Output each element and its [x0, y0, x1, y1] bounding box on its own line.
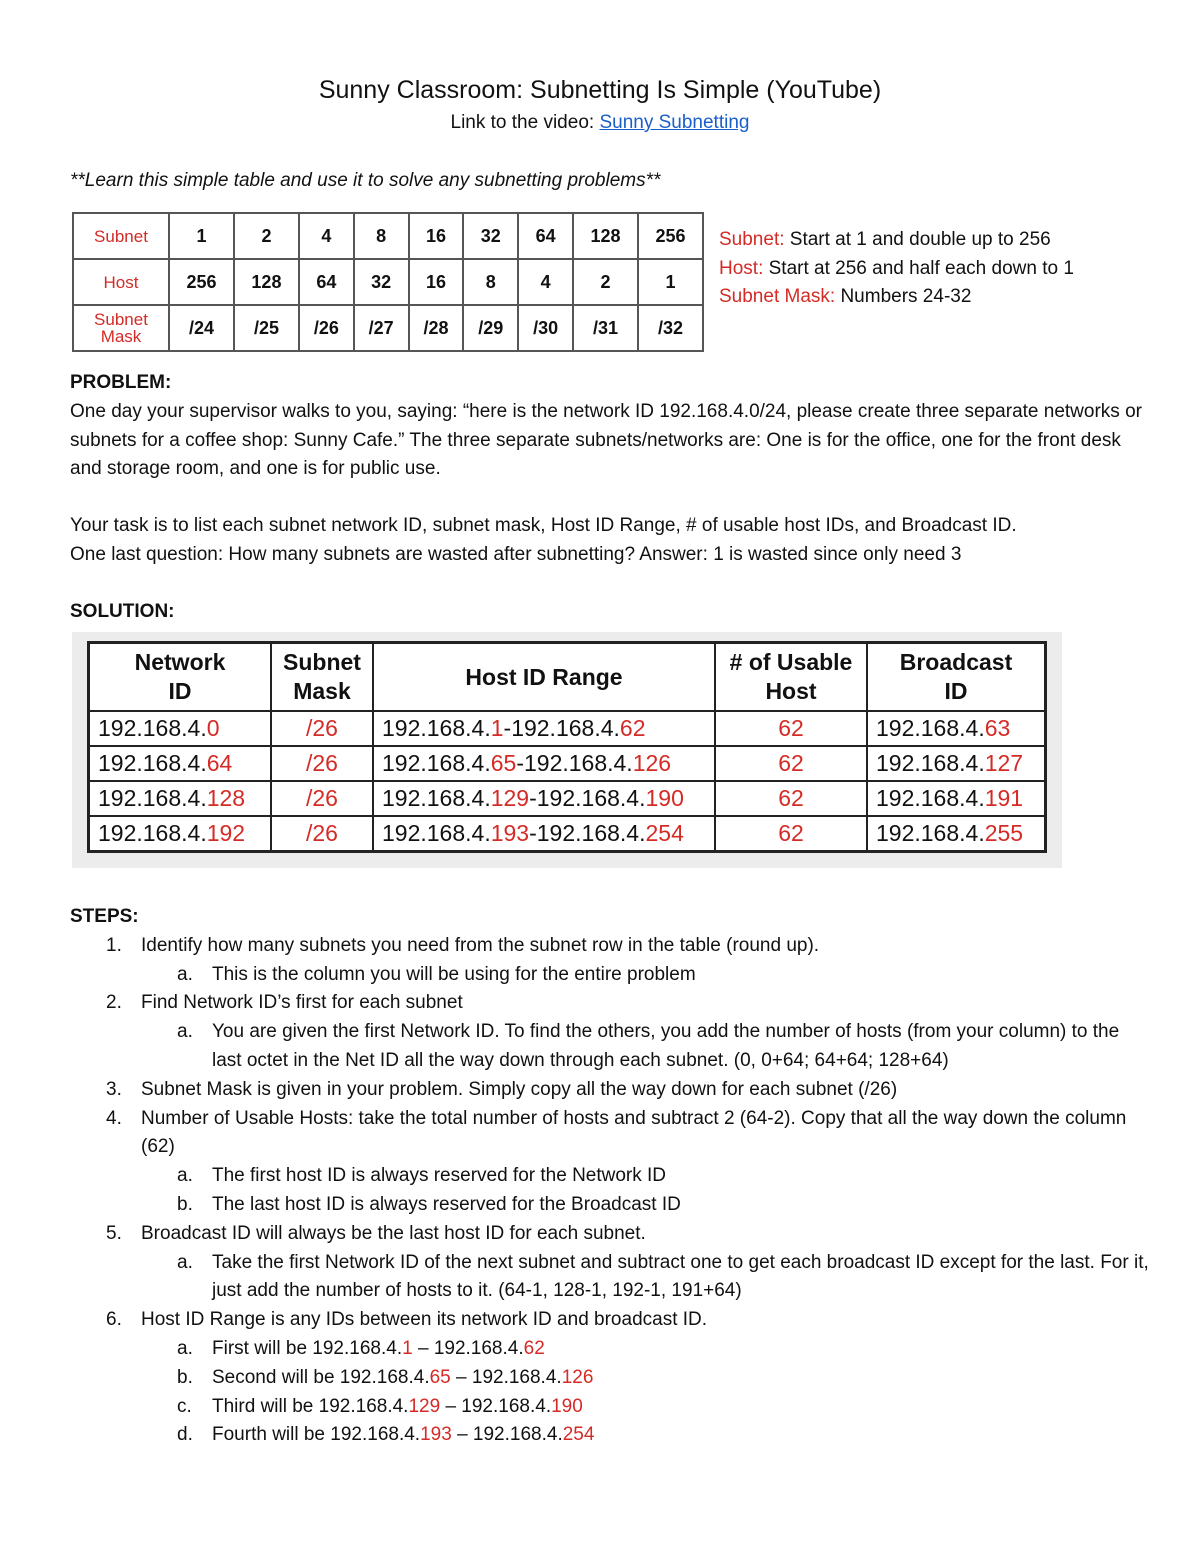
legend-text: Start at 256 and half each down to 1 — [763, 257, 1074, 279]
ip-prefix: 192.168.4. — [318, 1395, 409, 1417]
ip-octet: 192 — [206, 820, 246, 846]
header-text: Host — [765, 678, 817, 704]
ip-octet: 129 — [490, 785, 530, 811]
row-label-host: Host — [73, 259, 169, 305]
range-cell: 192.168.4.193-192.168.4.254 — [373, 816, 715, 852]
ip-prefix: 192.168.4. — [382, 715, 491, 741]
legend-label: Host: — [719, 257, 764, 279]
task-paragraph: Your task is to list each subnet network ID, subnet mask, Host ID Range, # of usable host IDs, and Broadcast ID. — [70, 515, 1017, 536]
ip-octet: 128 — [206, 785, 246, 811]
cell: 4 — [299, 213, 354, 259]
header-text: # of Usable — [729, 649, 853, 675]
table-row — [89, 781, 1046, 816]
ip-prefix: 192.168.4. — [876, 715, 985, 741]
cell: /29 — [463, 305, 518, 351]
step-text: Third will be — [212, 1395, 319, 1417]
legend-text: Numbers 24-32 — [835, 286, 972, 307]
ip-octet: 62 — [619, 715, 646, 741]
range-dash: – — [440, 1395, 462, 1417]
step-text: Host ID Range is any IDs between its network ID and broadcast ID. — [141, 1309, 708, 1331]
step-item: 4. Number of Usable Hosts: take the total number of hosts and subtract 2 (64-2). Copy that all the way down the column (62) — [106, 1107, 1127, 1158]
ip-prefix: 192.168.4. — [876, 785, 985, 811]
range-dash: – — [451, 1424, 473, 1446]
cell: 32 — [354, 259, 409, 305]
cell: 128 — [573, 213, 638, 259]
cell: 2 — [234, 213, 299, 259]
range-dash: – — [412, 1337, 434, 1359]
subnet-reference-table — [72, 212, 704, 352]
header-text: ID — [168, 678, 192, 704]
ip-prefix: 192.168.4. — [433, 1337, 524, 1359]
network-id-cell — [89, 816, 272, 852]
ip-octet: 1 — [402, 1337, 413, 1359]
usable-cell: 62 — [715, 816, 867, 852]
ip-prefix: 192.168.4. — [536, 820, 646, 846]
instruction-hint: **Learn this simple table and use it to solve any subnetting problems** — [70, 170, 661, 191]
ip-octet: 254 — [562, 1424, 595, 1446]
legend-item — [719, 255, 1074, 284]
legend-label: Subnet Mask: — [719, 286, 836, 307]
ip-octet: 193 — [420, 1424, 452, 1446]
ip-octet: 63 — [984, 715, 1011, 741]
header-text: ID — [944, 678, 968, 704]
ip-prefix: 192.168.4. — [382, 750, 491, 776]
ip-octet: 65 — [490, 750, 517, 776]
cell: /31 — [573, 305, 638, 351]
step-text: Second will be — [212, 1366, 340, 1388]
substep-item: a. First will be 192.168.4.1 – 192.168.4.62 — [177, 1337, 545, 1359]
ip-prefix: 192.168.4. — [339, 1366, 430, 1388]
mask-cell: /26 — [271, 746, 373, 781]
ip-octet: 62 — [523, 1337, 545, 1359]
legend-label: Subnet: — [719, 229, 785, 250]
substep-item: a. This is the column you will be using for the entire problem — [177, 963, 696, 985]
ip-prefix: 192.168.4. — [330, 1424, 421, 1446]
header-text: Subnet — [283, 649, 361, 675]
row-label-mask: Subnet Mask — [73, 305, 169, 351]
ip-prefix: 192.168.4. — [98, 820, 207, 846]
question-paragraph: One last question: How many subnets are wasted after subnetting? Answer: 1 is wasted since only need 3 — [70, 544, 962, 565]
problem-heading: PROBLEM: — [70, 372, 172, 393]
solution-table — [87, 641, 1047, 853]
mask-row — [73, 305, 703, 351]
broadcast-cell — [867, 781, 1046, 816]
table-row — [89, 816, 1046, 852]
network-id-cell — [89, 781, 272, 816]
step-item: 5. Broadcast ID will always be the last host ID for each subnet. — [106, 1222, 646, 1244]
ip-octet: 129 — [408, 1395, 441, 1417]
step-text: This is the column you will be using for the entire problem — [212, 963, 696, 985]
mask-cell: /26 — [271, 711, 373, 746]
broadcast-cell — [867, 746, 1046, 781]
video-link-line — [0, 112, 1200, 134]
cell: 1 — [638, 259, 703, 305]
substep-item: a. You are given the first Network ID. To find the others, you add the number of hosts (from your column) to the last octet in the Net ID all the way down through each subnet. (0, 0+64; 64+64; 128+64) — [177, 1021, 1120, 1071]
cell: /27 — [354, 305, 409, 351]
solution-heading: SOLUTION: — [70, 601, 175, 622]
ip-prefix: 192.168.4. — [382, 785, 491, 811]
steps-list — [70, 932, 1150, 1450]
ip-octet: 65 — [429, 1366, 451, 1388]
substep-item: d. Fourth will be 192.168.4.193 – 192.168.4.254 — [177, 1424, 595, 1446]
cell: /30 — [518, 305, 573, 351]
ip-octet: 126 — [632, 750, 672, 776]
step-text: Find Network ID’s first for each subnet — [141, 992, 463, 1014]
broadcast-cell — [867, 711, 1046, 746]
cell: 256 — [638, 213, 703, 259]
ip-prefix: 192.168.4. — [876, 820, 985, 846]
video-link[interactable]: Sunny Subnetting — [599, 112, 750, 133]
mask-cell: /26 — [271, 781, 373, 816]
step-text: Broadcast ID will always be the last host ID for each subnet. — [141, 1222, 646, 1244]
step-item: 1. Identify how many subnets you need from the subnet row in the table (round up). — [106, 934, 820, 956]
ip-octet: 255 — [984, 820, 1024, 846]
mask-cell: /26 — [271, 816, 373, 852]
ip-octet: 193 — [490, 820, 530, 846]
header-subnet-mask — [271, 643, 373, 712]
ip-octet: 190 — [551, 1395, 583, 1417]
cell: 2 — [573, 259, 638, 305]
header-text: Broadcast — [899, 649, 1013, 675]
broadcast-cell — [867, 816, 1046, 852]
video-link-prefix: Link to the video: — [450, 112, 600, 133]
step-text: Fourth will be — [212, 1424, 331, 1446]
legend-text: Start at 1 and double up to 256 — [784, 229, 1051, 250]
header-network-id — [89, 643, 272, 712]
step-text: Number of Usable Hosts: take the total number of hosts and subtract 2 (64-2). Copy that all the way down the column (62) — [141, 1107, 1127, 1158]
cell: 32 — [463, 213, 518, 259]
cell: 4 — [518, 259, 573, 305]
steps-section — [70, 903, 1150, 1450]
ip-prefix: 192.168.4. — [536, 785, 646, 811]
legend-item — [719, 283, 1074, 312]
ip-octet: 0 — [206, 715, 220, 741]
steps-heading: STEPS: — [70, 906, 139, 927]
ip-octet: 127 — [984, 750, 1024, 776]
step-text: Identify how many subnets you need from the subnet row in the table (round up). — [141, 934, 820, 956]
table-row — [89, 711, 1046, 746]
step-item: 6. Host ID Range is any IDs between its network ID and broadcast ID. — [106, 1309, 708, 1331]
cell: 128 — [234, 259, 299, 305]
cell: 64 — [299, 259, 354, 305]
ip-prefix: 192.168.4. — [382, 820, 491, 846]
header-text: Network — [134, 649, 226, 675]
header-host-id-range: Host ID Range — [373, 643, 715, 712]
ip-octet: 64 — [206, 750, 233, 776]
step-text: You are given the first Network ID. To find the others, you add the number of hosts (from your column) to the last octet in the Net ID all the way down through each subnet. (0, 0+64; 64+64; 128+64) — [212, 1021, 1120, 1071]
problem-paragraph: One day your supervisor walks to you, saying: “here is the network ID 192.168.4.0/24, please create three separate networks or subnets for a coffee shop: Sunny Cafe.” The three separate subnets/networks are: One is for the office, one for the front desk and storage room, and one is for public use. — [70, 401, 1142, 479]
substep-item: a. The first host ID is always reserved for the Network ID — [177, 1165, 667, 1187]
usable-cell: 62 — [715, 746, 867, 781]
usable-cell: 62 — [715, 781, 867, 816]
ip-prefix: 192.168.4. — [523, 750, 633, 776]
range-cell: 192.168.4.65-192.168.4.126 — [373, 746, 715, 781]
ip-prefix: 192.168.4. — [98, 750, 207, 776]
step-text: The last host ID is always reserved for the Broadcast ID — [212, 1193, 681, 1215]
step-item: 2. Find Network ID’s first for each subnet — [106, 992, 463, 1014]
ip-prefix: 192.168.4. — [511, 715, 620, 741]
ip-prefix: 192.168.4. — [876, 750, 985, 776]
step-item: 3. Subnet Mask is given in your problem. Simply copy all the way down for each subnet (/26) — [106, 1078, 898, 1100]
page-title: Sunny Classroom: Subnetting Is Simple (YouTube) — [318, 76, 882, 104]
ip-prefix: 192.168.4. — [98, 715, 207, 741]
range-cell: 192.168.4.129-192.168.4.190 — [373, 781, 715, 816]
ip-prefix: 192.168.4. — [472, 1424, 563, 1446]
cell: /32 — [638, 305, 703, 351]
ip-prefix: 192.168.4. — [461, 1395, 552, 1417]
ip-octet: 254 — [645, 820, 684, 846]
cell: 256 — [169, 259, 234, 305]
cell: 1 — [169, 213, 234, 259]
network-id-cell — [89, 746, 272, 781]
step-text: Subnet Mask is given in your problem. Simply copy all the way down for each subnet (/26) — [141, 1078, 898, 1100]
header-usable-host — [715, 643, 867, 712]
usable-cell: 62 — [715, 711, 867, 746]
cell: /28 — [409, 305, 464, 351]
ip-prefix: 192.168.4. — [471, 1366, 562, 1388]
header-text: Mask — [293, 678, 351, 704]
header-broadcast-id — [867, 643, 1046, 712]
cell: 64 — [518, 213, 573, 259]
step-text: Take the first Network ID of the next subnet and subtract one to get each broadcast ID except for the last. For it, just add the number of hosts to it. (64-1, 128-1, 192-1, 191+64) — [212, 1251, 1149, 1302]
step-text: First will be — [212, 1337, 313, 1359]
subnet-row — [73, 213, 703, 259]
legend — [719, 226, 1074, 312]
ip-octet: 191 — [984, 785, 1024, 811]
host-row — [73, 259, 703, 305]
cell: /26 — [299, 305, 354, 351]
solution-header-row — [89, 643, 1046, 712]
ip-prefix: 192.168.4. — [98, 785, 207, 811]
network-id-cell — [89, 711, 272, 746]
ip-prefix: 192.168.4. — [312, 1337, 403, 1359]
range-dash: – — [450, 1366, 472, 1388]
row-label-subnet: Subnet — [73, 213, 169, 259]
legend-item — [719, 226, 1074, 255]
table-row — [89, 746, 1046, 781]
substep-item: b. Second will be 192.168.4.65 – 192.168.4.126 — [177, 1366, 594, 1388]
solution-table-image — [72, 632, 1062, 868]
cell: 16 — [409, 259, 464, 305]
ip-octet: 1 — [490, 715, 504, 741]
cell: 8 — [463, 259, 518, 305]
range-cell: 192.168.4.1-192.168.4.62 — [373, 711, 715, 746]
step-text: The first host ID is always reserved for the Network ID — [212, 1165, 667, 1187]
substep-item: c. Third will be 192.168.4.129 – 192.168.4.190 — [177, 1395, 583, 1417]
cell: 8 — [354, 213, 409, 259]
cell: 16 — [409, 213, 464, 259]
ip-octet: 126 — [561, 1366, 594, 1388]
cell: /24 — [169, 305, 234, 351]
cell: /25 — [234, 305, 299, 351]
substep-item: a. Take the first Network ID of the next subnet and subtract one to get each broadcast ID except for the last. For it, just add the number of hosts to it. (64-1, 128-1, 192-1, 191+64) — [177, 1251, 1149, 1302]
ip-octet: 190 — [645, 785, 684, 811]
substep-item: b. The last host ID is always reserved for the Broadcast ID — [177, 1193, 681, 1215]
